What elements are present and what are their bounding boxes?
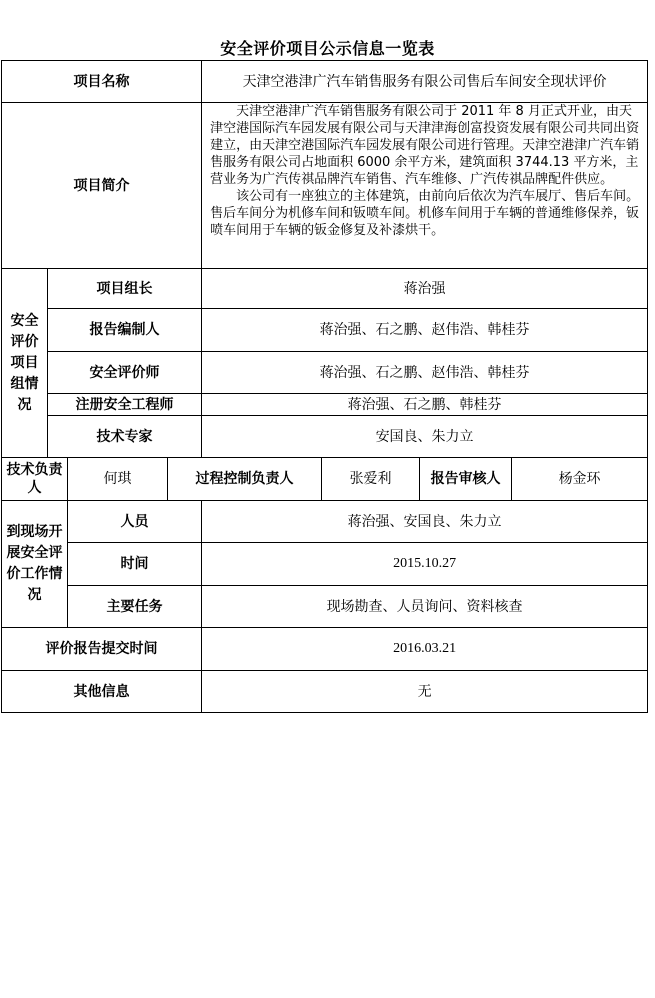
intro-paragraph-1: 天津空港津广汽车销售服务有限公司于 2011 年 8 月正式开业，由天津空港国际汽车园发展有限公司与天津津海创富投资发展有限公司共同出资建立，由天津空港国际汽车园发展有限公司进行管理。天津空港津广汽车销售服务有限公司占地面积 6000 余平方米，建筑面积 3744.13 平方米，主营业务为广汽传祺品牌汽车销售、汽车维修、广汽传祺品牌配件供应。 (210, 104, 640, 187)
row-team-assessor (2, 352, 648, 394)
team-label-expert: 技术专家 (48, 416, 202, 458)
team-label-assessor: 安全评价师 (48, 352, 202, 394)
tech-lead-value: 何琪 (68, 458, 168, 501)
project-intro-text (202, 103, 648, 269)
other-info-label: 其他信息 (2, 671, 202, 713)
onsite-label-personnel: 人员 (68, 501, 202, 543)
team-label-author: 报告编制人 (48, 309, 202, 352)
onsite-group-label: 到现场开展安全评价工作情况 (2, 501, 68, 628)
team-value-expert: 安国良、朱力立 (202, 416, 648, 458)
other-info-value: 无 (202, 671, 648, 713)
intro-paragraph-2: 该公司有一座独立的主体建筑，由前向后依次为汽车展厅、售后车间。售后车间分为机修车间和钣喷车间。机修车间用于车辆的普通维修保养，钣喷车间用于车辆的钣金修复及补漆烘干。 (210, 189, 640, 238)
team-label-leader: 项目组长 (48, 269, 202, 309)
row-team-engineer (2, 394, 648, 416)
row-team-expert (2, 416, 648, 458)
row-submit-time (2, 628, 648, 671)
row-project-name (2, 61, 648, 103)
reviewer-value: 杨金环 (512, 458, 648, 501)
row-project-intro (2, 103, 648, 269)
onsite-value-personnel: 蒋治强、安国良、朱力立 (202, 501, 648, 543)
team-value-author: 蒋治强、石之鹏、赵伟浩、韩桂芬 (202, 309, 648, 352)
project-name-label: 项目名称 (2, 61, 202, 103)
project-name-value: 天津空港津广汽车销售服务有限公司售后车间安全现状评价 (202, 61, 648, 103)
team-value-assessor: 蒋治强、石之鹏、赵伟浩、韩桂芬 (202, 352, 648, 394)
submit-time-label: 评价报告提交时间 (2, 628, 202, 671)
project-intro-label: 项目简介 (2, 103, 202, 269)
row-team-author (2, 309, 648, 352)
onsite-label-time: 时间 (68, 543, 202, 586)
team-value-leader: 蒋治强 (202, 269, 648, 309)
row-onsite-task (2, 586, 648, 628)
onsite-value-time: 2015.10.27 (202, 543, 648, 586)
reviewer-label: 报告审核人 (420, 458, 512, 501)
team-label-engineer: 注册安全工程师 (48, 394, 202, 416)
row-other-info (2, 671, 648, 713)
onsite-label-task: 主要任务 (68, 586, 202, 628)
tech-lead-label: 技术负责人 (2, 458, 68, 501)
row-onsite-time (2, 543, 648, 586)
row-team-leader (2, 269, 648, 309)
process-control-value: 张爱利 (322, 458, 420, 501)
row-responsibles (2, 458, 648, 501)
onsite-value-task: 现场勘查、人员询问、资料核查 (202, 586, 648, 628)
team-value-engineer: 蒋治强、石之鹏、韩桂芬 (202, 394, 648, 416)
info-table (1, 60, 648, 713)
submit-time-value: 2016.03.21 (202, 628, 648, 671)
process-control-label: 过程控制负责人 (168, 458, 322, 501)
team-group-label: 安全评价项目组情况 (2, 269, 48, 458)
row-onsite-personnel (2, 501, 648, 543)
page-title: 安全评价项目公示信息一览表 (220, 39, 435, 58)
